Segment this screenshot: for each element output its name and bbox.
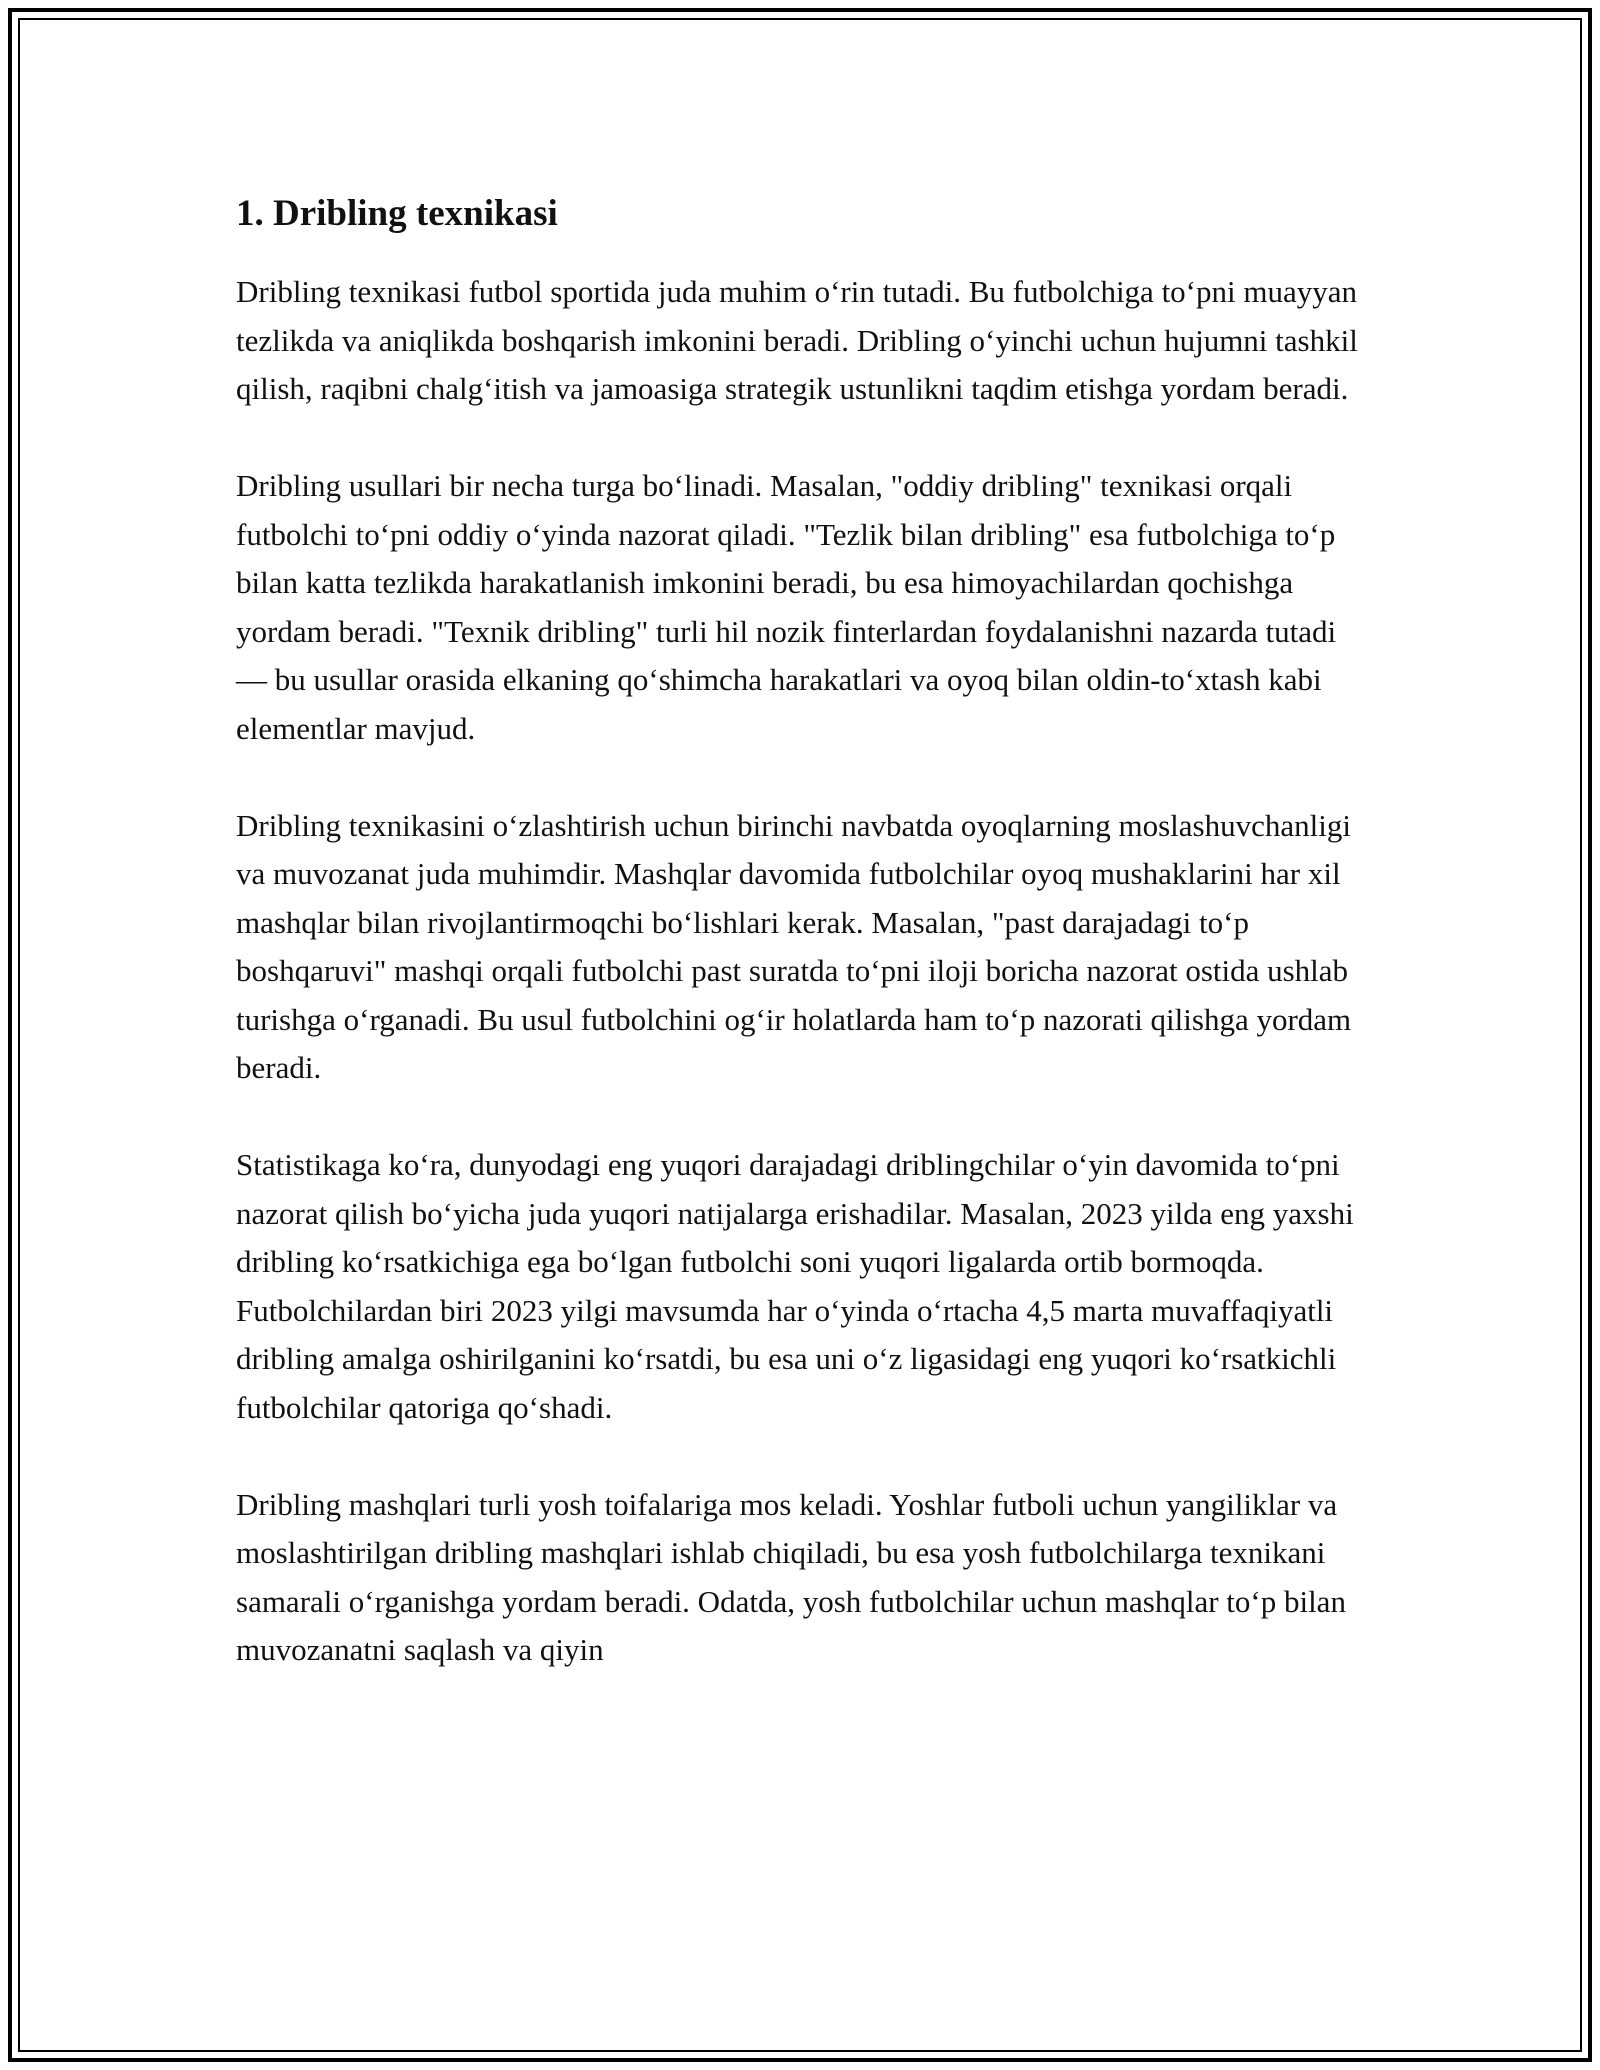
paragraph-4: Statistikaga ko‘ra, dunyodagi eng yuqori darajadagi driblingchilar o‘yin davomida to‘pni nazorat qilish bo‘yicha juda yuqori natijalarga erishadilar. Masalan, 2023 yilda eng yaxshi dribling ko‘rsatkichiga ega bo‘lgan futbolchi soni yuqori ligalarda ortib bormoqda. Futbolchilardan biri 2023 yilgi mavsumda har o‘yinda o‘rtacha 4,5 marta muvaffaqiyatli dribling amalga oshirilganini ko‘rsatdi, bu esa uni o‘z ligasidagi eng yuqori ko‘rsatkichli futbolchilar qatoriga qo‘shadi. xyxy=(236,1147,1354,1425)
paragraph-2: Dribling usullari bir necha turga bo‘linadi. Masalan, "oddiy dribling" texnikasi orqali futbolchi to‘pni oddiy o‘yinda nazorat qiladi. "Tezlik bilan dribling" esa futbolchiga to‘p bilan katta tezlikda harakatlanish imkonini beradi, bu esa himoyachilardan qochishga yordam beradi. "Texnik dribling" turli hil nozik finterlardan foydalanishni nazarda tutadi — bu usullar orasida elkaning qo‘shimcha harakatlari va oyoq bilan oldin-to‘xtash kabi elementlar mavjud. xyxy=(236,468,1337,746)
paragraph-1: Dribling texnikasi futbol sportida juda muhim o‘rin tutadi. Bu futbolchiga to‘pni muayyan tezlikda va aniqlikda boshqarish imkonini beradi. Dribling o‘yinchi uchun hujumni tashkil qilish, raqibni chalg‘itish va jamoasiga strategik ustunlikni taqdim etishga yordam beradi. xyxy=(236,274,1358,406)
section-heading: 1. Dribling texnikasi xyxy=(236,193,558,234)
document-body xyxy=(236,186,1366,1723)
paragraph-3: Dribling texnikasini o‘zlashtirish uchun birinchi navbatda oyoqlarning moslashuvchanligi va muvozanat juda muhimdir. Mashqlar davomida futbolchilar oyoq mushaklarini har xil mashqlar bilan rivojlantirmoqchi bo‘lishlari kerak. Masalan, "past darajadagi to‘p boshqaruvi" mashqi orqali futbolchi past suratda to‘pni iloji boricha nazorat ostida ushlab turishga o‘rganadi. Bu usul futbolchini og‘ir holatlarda ham to‘p nazorati qilishga yordam beradi. xyxy=(236,807,1352,1085)
paragraph-5: Dribling mashqlari turli yosh toifalariga mos keladi. Yoshlar futboli uchun yangiliklar va moslashtirilgan dribling mashqlari ishlab chiqiladi, bu esa yosh futbolchilarga texnikani samarali o‘rganishga yordam beradi. Odatda, yosh futbolchilar uchun mashqlar to‘p bilan muvozanatni saqlash va qiyin xyxy=(236,1486,1346,1667)
